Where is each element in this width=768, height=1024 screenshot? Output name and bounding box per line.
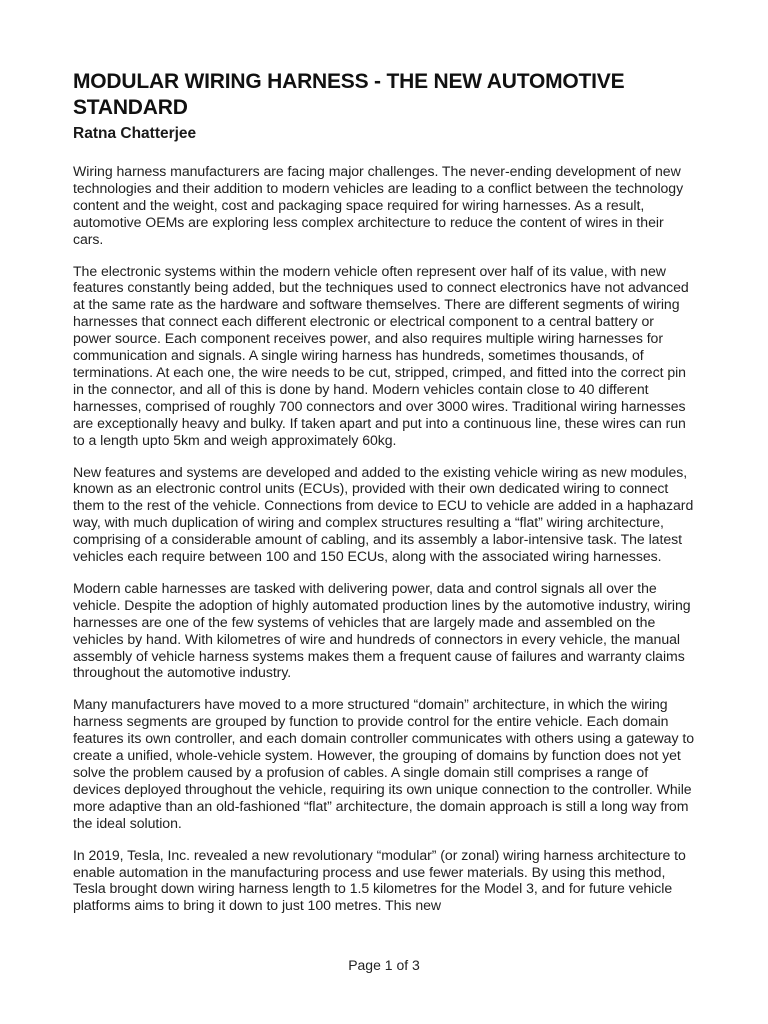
paragraph: Many manufacturers have moved to a more structured “domain” architecture, in which the wiring harness segments are grouped by function to provide control for the entire vehicle. Each domain features its own controller, and each domain controller communicates with others using a gateway to create a unified, whole-vehicle system. However, the grouping of domains by function does not yet solve the problem caused by a profusion of cables. A single domain still comprises a range of devices deployed throughout the vehicle, requiring its own unique connection to the controller. While more adaptive than an old-fashioned “flat” architecture, the domain approach is still a long way from the ideal solution.: [73, 696, 694, 831]
paragraph: Wiring harness manufacturers are facing major challenges. The never-ending development of new technologies and their addition to modern vehicles are leading to a conflict between the technology content and the weight, cost and packaging space required for wiring harnesses. As a result, automotive OEMs are exploring less complex architecture to reduce the content of wires in their cars.: [73, 163, 684, 247]
document-title: MODULAR WIRING HARNESS - THE NEW AUTOMOTIVE STANDARD: [73, 70, 625, 119]
page-number: Page 1 of 3: [348, 957, 420, 973]
document-body: [73, 163, 694, 953]
paragraph: New features and systems are developed and added to the existing vehicle wiring as new modules, known as an electronic control units (ECUs), provided with their own dedicated wiring to connect them to the rest of the vehicle. Connections from device to ECU to vehicle are added in a haphazard way, with much duplication of wiring and complex structures resulting a “flat” wiring architecture, comprising of a considerable amount of cabling, and its assembly a labor-intensive task. The latest vehicles each require between 100 and 150 ECUs, along with the associated wiring harnesses.: [73, 463, 694, 565]
paragraph: The electronic systems within the modern vehicle often represent over half of its value, with new features constantly being added, but the techniques used to connect electronics have not advanced at the same rate as the hardware and software themselves. There are different segments of wiring harnesses that connect each different electronic or electrical component to a central battery or power source. Each component receives power, and also requires multiple wiring harnesses for communication and signals. A single wiring harness has hundreds, sometimes thousands, of terminations. At each one, the wire needs to be cut, stripped, crimped, and fitted into the correct pin in the connector, and all of this is done by hand. Modern vehicles contain close to 40 different harnesses, comprised of roughly 700 connectors and over 3000 wires. Traditional wiring harnesses are exceptionally heavy and bulky. If taken apart and put into a continuous line, these wires can run to a length upto 5km and weigh approximately 60kg.: [73, 262, 689, 448]
paragraph: In 2019, Tesla, Inc. revealed a new revolutionary “modular” (or zonal) wiring harness architecture to enable automation in the manufacturing process and use fewer materials. By using this method, Tesla brought down wiring harness length to 1.5 kilometres for the Model 3, and for future vehicle platforms aims to bring it down to just 100 metres. This new: [73, 846, 686, 914]
author-name: Ratna Chatterjee: [73, 125, 197, 142]
paragraph: Modern cable harnesses are tasked with delivering power, data and control signals all over the vehicle. Despite the adoption of highly automated production lines by the automotive industry, wiring harnesses are one of the few systems of vehicles that are largely made and assembled on the vehicles by hand. With kilometres of wire and hundreds of connectors in every vehicle, the manual assembly of vehicle harness systems makes them a frequent cause of failures and warranty claims throughout the automotive industry.: [73, 579, 691, 681]
